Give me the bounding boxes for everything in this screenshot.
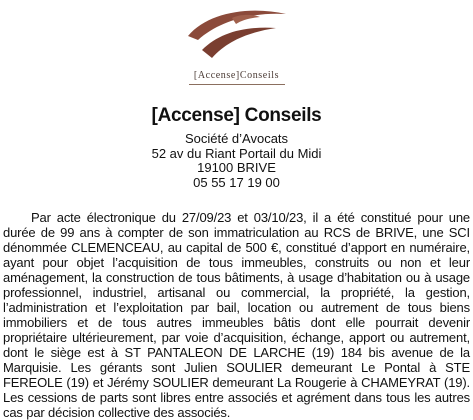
firm-type: Société d’Avocats	[184, 131, 289, 146]
logo-divider	[189, 84, 285, 85]
logo-wordmark: [Accense]Conseils	[193, 70, 280, 81]
firm-header	[0, 104, 473, 190]
firm-name: [Accense] Conseils	[151, 105, 322, 126]
legal-notice-text: Par acte électronique du 27/09/23 et 03/10/23, il a été constitué pour une durée de 99 ans à compter de son immatriculation au RCS de BRIVE, une SCI dénommée CLEMENCEAU, au capital de 500 €, constitué d’apport en numéraire, ayant pour objet l’acquisition de tous immeubles, construits ou non et leur aménagement, la construction de tous bâtiments, à usage d’habitation ou à usage professionnel, industriel, artisanal ou commercial, la propriété, la gestion, l’administration et l’exploitation par bail, location ou autrement de tous biens immobiliers et de tous autres immeubles bâtis dont elle pourrait devenir propriétaire ultérieurement, par voie d’acquisition, échange, apport ou autrement, dont le siège est à ST PANTALEON DE LARCHE (19) 184 bis avenue de la Marquisie. Les gérants sont Julien SOULIER demeurant Le Pontal à STE FEREOLE (19) et Jérémy SOULIER demeurant La Rougerie à CHAMEYRAT (19). Les cessions de parts sont libres entre associés et agrément dans tous les autres cas par décision collective des associés.	[3, 210, 470, 420]
firm-phone: 05 55 17 19 00	[193, 174, 280, 190]
leaf-swoosh-logo-icon	[180, 6, 293, 66]
firm-address: 52 av du Riant Portail du Midi	[151, 145, 322, 161]
firm-city: 19100 BRIVE	[197, 160, 276, 175]
legal-notice-body	[3, 210, 470, 420]
